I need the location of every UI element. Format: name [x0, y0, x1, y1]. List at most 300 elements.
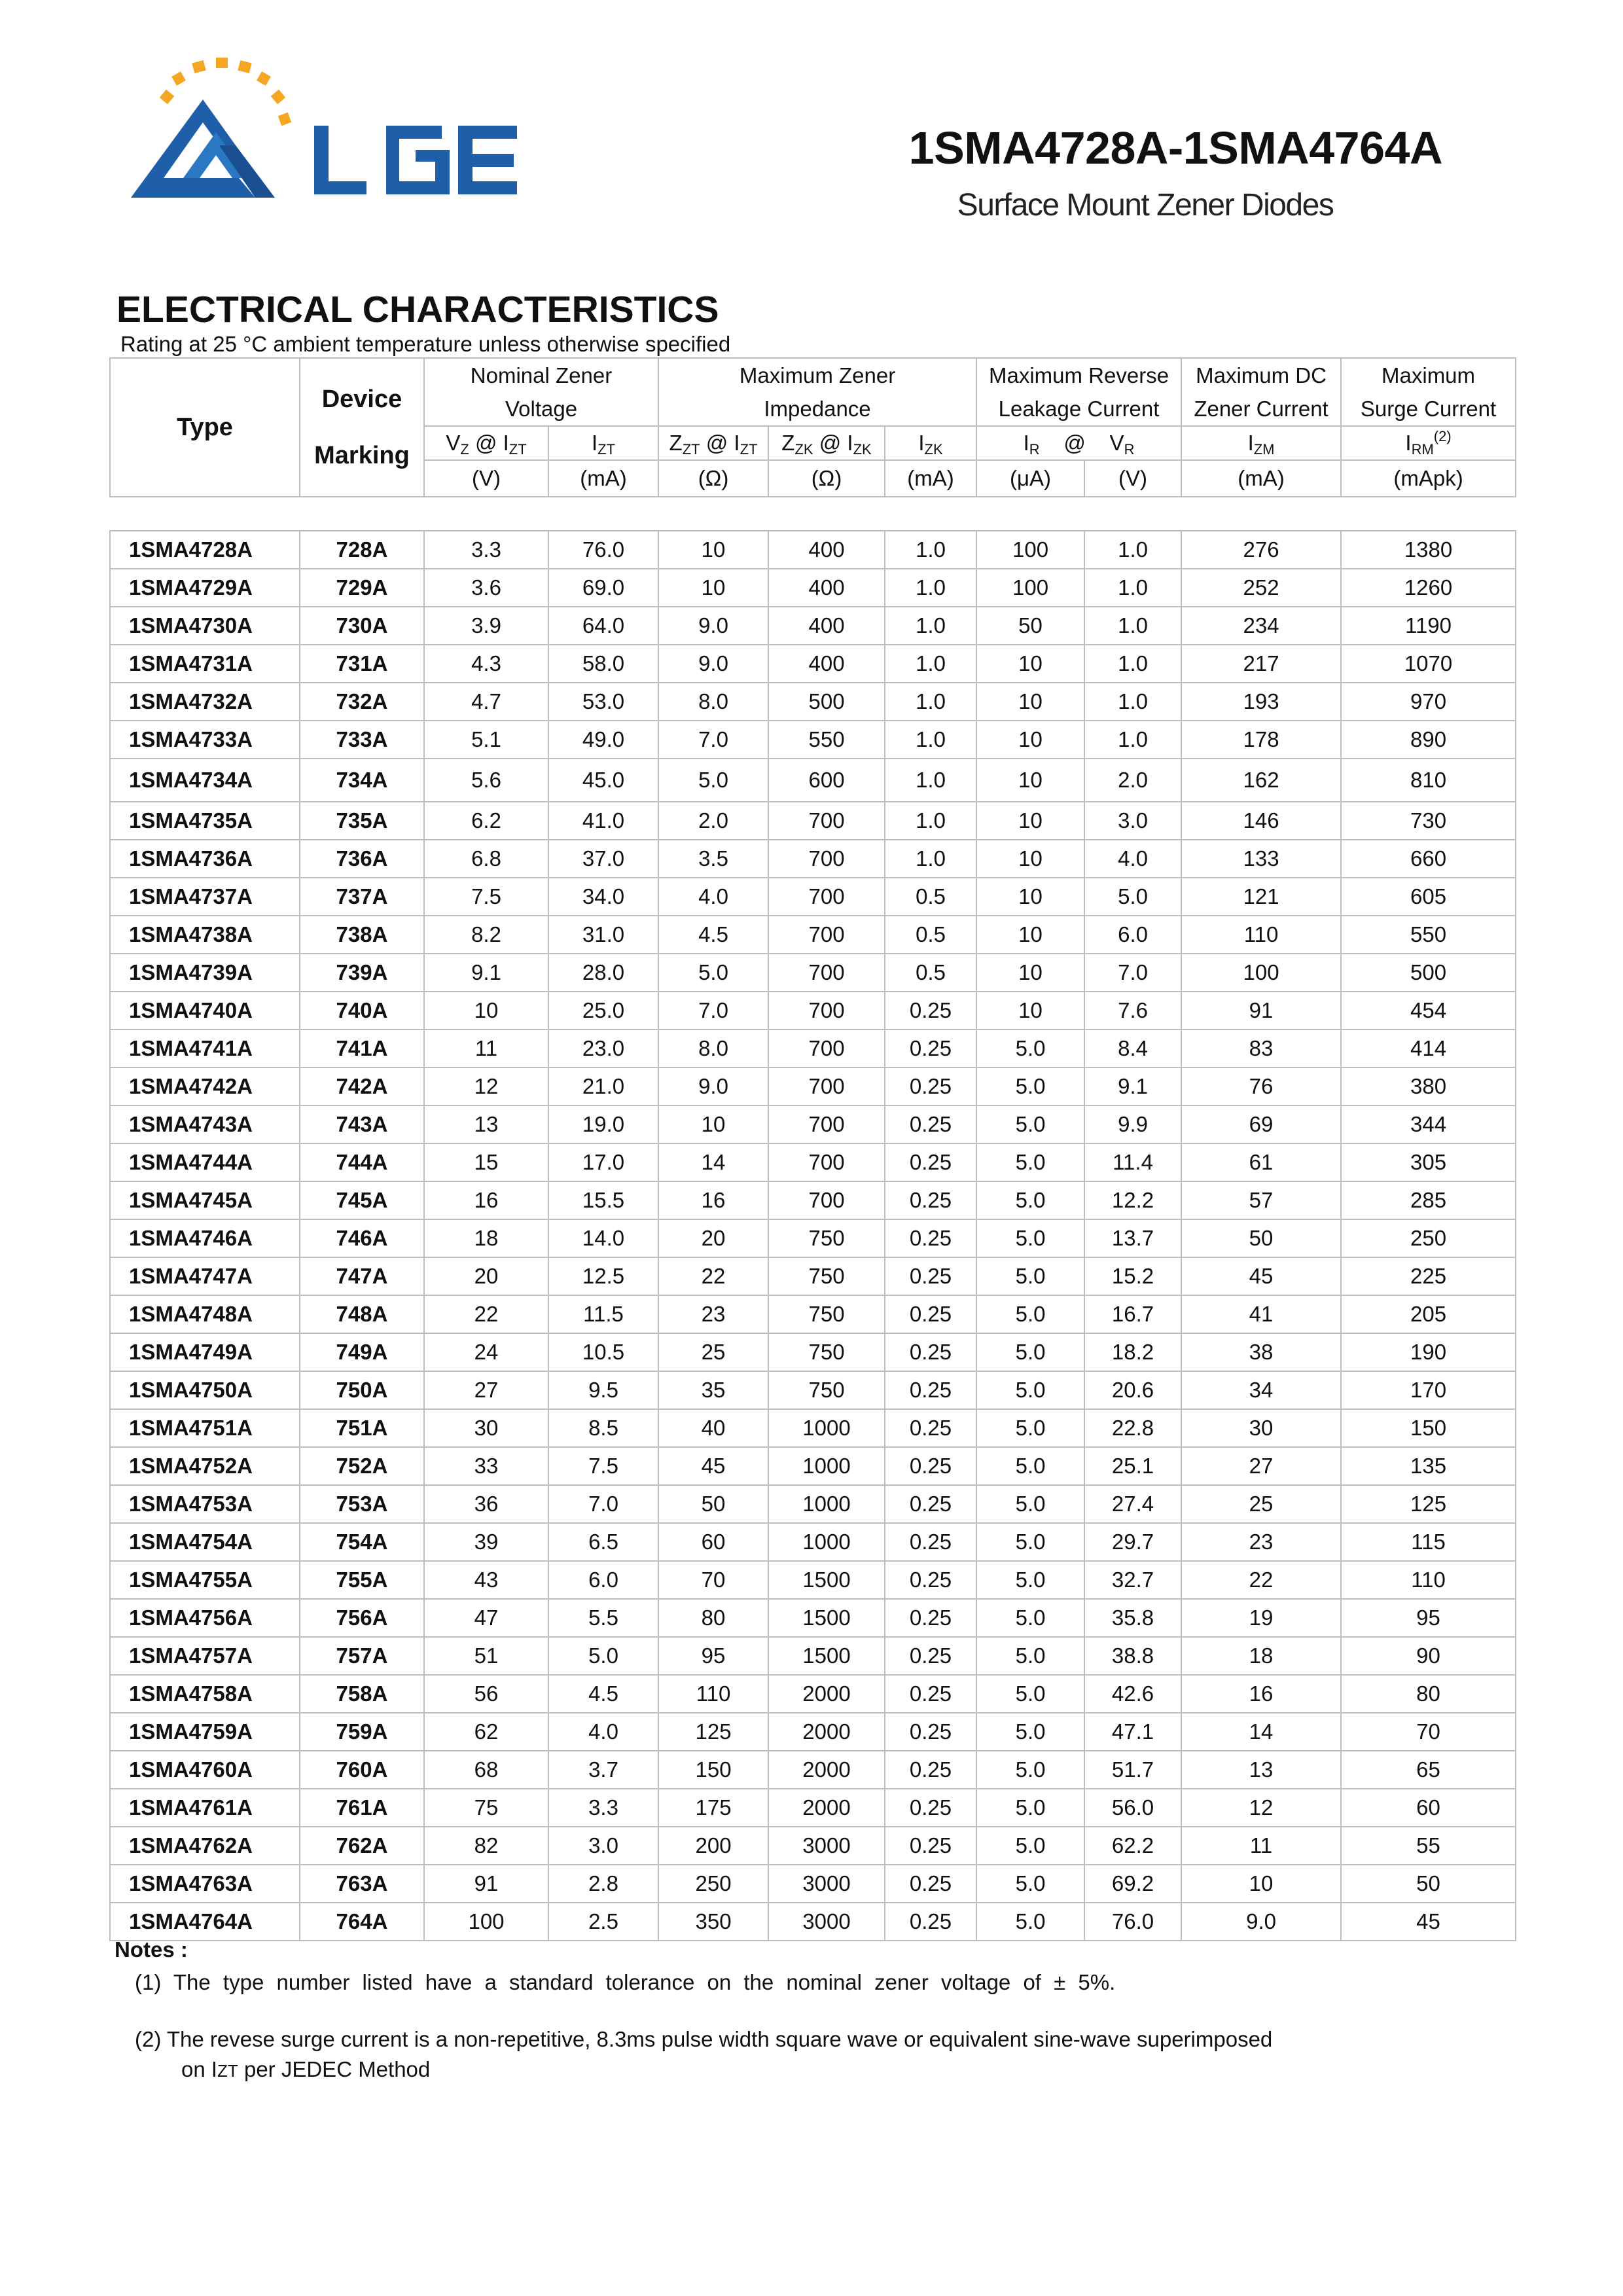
value-cell: 5.0 — [976, 1409, 1084, 1447]
value-cell: 15.2 — [1084, 1257, 1181, 1295]
value-cell: 5.0 — [976, 1295, 1084, 1333]
value-cell: 2000 — [768, 1751, 885, 1789]
table-row — [110, 607, 1516, 645]
header-ir-at-vr: $I_R$ @ $V_R$ — [976, 426, 1181, 460]
header-max-dc-1: Maximum DC — [1181, 358, 1341, 392]
value-cell: 1380 — [1341, 531, 1516, 569]
table-row — [110, 1295, 1516, 1333]
value-cell: 10 — [424, 992, 548, 1030]
value-cell: 1260 — [1341, 569, 1516, 607]
value-cell: 1000 — [768, 1523, 885, 1561]
marking-cell: 745A — [300, 1181, 424, 1219]
value-cell: 5.0 — [1084, 878, 1181, 916]
value-cell: 1.0 — [885, 683, 976, 721]
value-cell: 65 — [1341, 1751, 1516, 1789]
value-cell: 35.8 — [1084, 1599, 1181, 1637]
value-cell: 500 — [768, 683, 885, 721]
value-cell: 5.0 — [976, 1599, 1084, 1637]
type-cell: 1SMA4737A — [110, 878, 300, 916]
value-cell: 175 — [658, 1789, 768, 1827]
value-cell: 20 — [424, 1257, 548, 1295]
value-cell: 13.7 — [1084, 1219, 1181, 1257]
type-cell: 1SMA4752A — [110, 1447, 300, 1485]
value-cell: 10 — [976, 759, 1084, 802]
value-cell: 70 — [658, 1561, 768, 1599]
value-cell: 29.7 — [1084, 1523, 1181, 1561]
value-cell: 8.0 — [658, 1030, 768, 1067]
value-cell: 890 — [1341, 721, 1516, 759]
marking-cell: 750A — [300, 1371, 424, 1409]
table-row — [110, 1219, 1516, 1257]
table-row — [110, 1561, 1516, 1599]
table-row — [110, 1105, 1516, 1143]
table-row — [110, 802, 1516, 840]
table-row — [110, 1637, 1516, 1675]
header-izm: $I_{ZM}$ — [1181, 426, 1341, 460]
value-cell: 5.0 — [976, 1789, 1084, 1827]
value-cell: 22 — [1181, 1561, 1341, 1599]
type-cell: 1SMA4736A — [110, 840, 300, 878]
value-cell: 1.0 — [1084, 531, 1181, 569]
value-cell: 5.0 — [976, 1181, 1084, 1219]
value-cell: 36 — [424, 1485, 548, 1523]
value-cell: 1500 — [768, 1637, 885, 1675]
value-cell: 110 — [1341, 1561, 1516, 1599]
value-cell: 7.0 — [1084, 954, 1181, 992]
value-cell: 700 — [768, 1067, 885, 1105]
table-row — [110, 759, 1516, 802]
marking-cell: 748A — [300, 1295, 424, 1333]
value-cell: 4.0 — [658, 878, 768, 916]
value-cell: 45 — [1181, 1257, 1341, 1295]
value-cell: 0.25 — [885, 1789, 976, 1827]
marking-cell: 756A — [300, 1599, 424, 1637]
value-cell: 7.0 — [548, 1485, 658, 1523]
marking-cell: 741A — [300, 1030, 424, 1067]
value-cell: 0.25 — [885, 1219, 976, 1257]
section-title: ELECTRICAL CHARACTERISTICS — [116, 289, 719, 331]
value-cell: 68 — [424, 1751, 548, 1789]
table-row — [110, 1789, 1516, 1827]
value-cell: 305 — [1341, 1143, 1516, 1181]
value-cell: 700 — [768, 840, 885, 878]
value-cell: 56.0 — [1084, 1789, 1181, 1827]
value-cell: 0.25 — [885, 1561, 976, 1599]
value-cell: 8.2 — [424, 916, 548, 954]
value-cell: 5.0 — [658, 759, 768, 802]
value-cell: 454 — [1341, 992, 1516, 1030]
value-cell: 50 — [1181, 1219, 1341, 1257]
value-cell: 5.0 — [658, 954, 768, 992]
table-row — [110, 1181, 1516, 1219]
value-cell: 14 — [1181, 1713, 1341, 1751]
value-cell: 5.0 — [976, 1067, 1084, 1105]
value-cell: 95 — [1341, 1599, 1516, 1637]
type-cell: 1SMA4749A — [110, 1333, 300, 1371]
type-cell: 1SMA4730A — [110, 607, 300, 645]
value-cell: 25 — [1181, 1485, 1341, 1523]
table-row — [110, 1485, 1516, 1523]
table-row — [110, 992, 1516, 1030]
value-cell: 110 — [658, 1675, 768, 1713]
value-cell: 31.0 — [548, 916, 658, 954]
value-cell: 1.0 — [885, 840, 976, 878]
value-cell: 1000 — [768, 1447, 885, 1485]
value-cell: 970 — [1341, 683, 1516, 721]
value-cell: 3.5 — [658, 840, 768, 878]
table-row — [110, 1599, 1516, 1637]
value-cell: 75 — [424, 1789, 548, 1827]
type-cell: 1SMA4741A — [110, 1030, 300, 1067]
document-subtitle: Surface Mount Zener Diodes — [957, 188, 1334, 223]
value-cell: 83 — [1181, 1030, 1341, 1067]
type-cell: 1SMA4762A — [110, 1827, 300, 1865]
value-cell: 1.0 — [1084, 683, 1181, 721]
value-cell: 380 — [1341, 1067, 1516, 1105]
value-cell: 76.0 — [548, 531, 658, 569]
value-cell: 414 — [1341, 1030, 1516, 1067]
type-cell: 1SMA4748A — [110, 1295, 300, 1333]
unit-vz: (V) — [424, 460, 548, 497]
value-cell: 20 — [658, 1219, 768, 1257]
value-cell: 32.7 — [1084, 1561, 1181, 1599]
value-cell: 45 — [1341, 1903, 1516, 1941]
header-zzk-at-izk: $Z_{ZK}$ @ $I_{ZK}$ — [768, 426, 885, 460]
value-cell: 40 — [658, 1409, 768, 1447]
type-cell: 1SMA4751A — [110, 1409, 300, 1447]
value-cell: 15.5 — [548, 1181, 658, 1219]
value-cell: 62 — [424, 1713, 548, 1751]
table-body — [110, 531, 1516, 1941]
lge-logo — [128, 54, 533, 204]
value-cell: 10 — [976, 840, 1084, 878]
note-2-continuation: on IZT per JEDEC Method — [181, 2057, 431, 2081]
value-cell: 33 — [424, 1447, 548, 1485]
value-cell: 2000 — [768, 1713, 885, 1751]
table-row — [110, 840, 1516, 878]
marking-cell: 738A — [300, 916, 424, 954]
value-cell: 56 — [424, 1675, 548, 1713]
table-row — [110, 683, 1516, 721]
value-cell: 5.0 — [976, 1371, 1084, 1409]
type-cell: 1SMA4761A — [110, 1789, 300, 1827]
value-cell: 62.2 — [1084, 1827, 1181, 1865]
value-cell: 10 — [658, 569, 768, 607]
value-cell: 16.7 — [1084, 1295, 1181, 1333]
value-cell: 1.0 — [885, 569, 976, 607]
header-max-reverse-1: Maximum Reverse — [976, 358, 1181, 392]
value-cell: 0.25 — [885, 1865, 976, 1903]
value-cell: 4.5 — [548, 1675, 658, 1713]
value-cell: 0.25 — [885, 1371, 976, 1409]
value-cell: 252 — [1181, 569, 1341, 607]
value-cell: 9.0 — [658, 645, 768, 683]
value-cell: 178 — [1181, 721, 1341, 759]
value-cell: 115 — [1341, 1523, 1516, 1561]
type-cell: 1SMA4750A — [110, 1371, 300, 1409]
value-cell: 17.0 — [548, 1143, 658, 1181]
type-cell: 1SMA4753A — [110, 1485, 300, 1523]
value-cell: 8.5 — [548, 1409, 658, 1447]
value-cell: 5.0 — [976, 1751, 1084, 1789]
value-cell: 0.25 — [885, 1181, 976, 1219]
value-cell: 0.25 — [885, 1485, 976, 1523]
table-row — [110, 1523, 1516, 1561]
type-cell: 1SMA4747A — [110, 1257, 300, 1295]
value-cell: 1.0 — [1084, 569, 1181, 607]
value-cell: 11 — [424, 1030, 548, 1067]
table-row — [110, 1675, 1516, 1713]
value-cell: 18 — [424, 1219, 548, 1257]
table-row — [110, 1903, 1516, 1941]
value-cell: 0.25 — [885, 1105, 976, 1143]
value-cell: 43 — [424, 1561, 548, 1599]
value-cell: 1.0 — [885, 645, 976, 683]
value-cell: 4.3 — [424, 645, 548, 683]
type-cell: 1SMA4728A — [110, 531, 300, 569]
value-cell: 100 — [424, 1903, 548, 1941]
value-cell: 38.8 — [1084, 1637, 1181, 1675]
value-cell: 200 — [658, 1827, 768, 1865]
value-cell: 1.0 — [1084, 645, 1181, 683]
value-cell: 10 — [976, 802, 1084, 840]
rating-note: Rating at 25 °C ambient temperature unless otherwise specified — [120, 332, 731, 356]
type-cell: 1SMA4756A — [110, 1599, 300, 1637]
value-cell: 125 — [1341, 1485, 1516, 1523]
value-cell: 500 — [1341, 954, 1516, 992]
header-irm: $I_{RM}^{(2)}$ — [1341, 426, 1516, 460]
value-cell: 4.0 — [548, 1713, 658, 1751]
value-cell: 0.25 — [885, 1751, 976, 1789]
type-cell: 1SMA4733A — [110, 721, 300, 759]
value-cell: 700 — [768, 992, 885, 1030]
value-cell: 4.0 — [1084, 840, 1181, 878]
value-cell: 5.0 — [976, 1105, 1084, 1143]
value-cell: 2000 — [768, 1789, 885, 1827]
unit-zzt: (Ω) — [658, 460, 768, 497]
value-cell: 53.0 — [548, 683, 658, 721]
value-cell: 400 — [768, 531, 885, 569]
type-cell: 1SMA4731A — [110, 645, 300, 683]
value-cell: 5.5 — [548, 1599, 658, 1637]
value-cell: 69 — [1181, 1105, 1341, 1143]
value-cell: 12.5 — [548, 1257, 658, 1295]
value-cell: 11.4 — [1084, 1143, 1181, 1181]
value-cell: 45 — [658, 1447, 768, 1485]
value-cell: 22 — [424, 1295, 548, 1333]
value-cell: 7.6 — [1084, 992, 1181, 1030]
marking-cell: 761A — [300, 1789, 424, 1827]
table-row — [110, 1447, 1516, 1485]
value-cell: 0.25 — [885, 1713, 976, 1751]
value-cell: 58.0 — [548, 645, 658, 683]
type-cell: 1SMA4729A — [110, 569, 300, 607]
table-row — [110, 1257, 1516, 1295]
marking-cell: 764A — [300, 1903, 424, 1941]
value-cell: 47 — [424, 1599, 548, 1637]
marking-cell: 753A — [300, 1485, 424, 1523]
header-zzt-at-izt: $Z_{ZT}$ @ $I_{ZT}$ — [658, 426, 768, 460]
value-cell: 27.4 — [1084, 1485, 1181, 1523]
value-cell: 2.0 — [658, 802, 768, 840]
value-cell: 0.5 — [885, 954, 976, 992]
value-cell: 69.0 — [548, 569, 658, 607]
value-cell: 0.25 — [885, 1067, 976, 1105]
value-cell: 24 — [424, 1333, 548, 1371]
value-cell: 64.0 — [548, 607, 658, 645]
value-cell: 45.0 — [548, 759, 658, 802]
value-cell: 217 — [1181, 645, 1341, 683]
table-row — [110, 1333, 1516, 1371]
type-cell: 1SMA4745A — [110, 1181, 300, 1219]
value-cell: 9.0 — [1181, 1903, 1341, 1941]
type-cell: 1SMA4758A — [110, 1675, 300, 1713]
table-row — [110, 1751, 1516, 1789]
value-cell: 0.25 — [885, 1030, 976, 1067]
value-cell: 28.0 — [548, 954, 658, 992]
value-cell: 2.8 — [548, 1865, 658, 1903]
value-cell: 57 — [1181, 1181, 1341, 1219]
value-cell: 3.3 — [424, 531, 548, 569]
value-cell: 37.0 — [548, 840, 658, 878]
unit-izt: (mA) — [548, 460, 658, 497]
value-cell: 7.5 — [548, 1447, 658, 1485]
value-cell: 5.0 — [976, 1523, 1084, 1561]
value-cell: 23 — [1181, 1523, 1341, 1561]
value-cell: 25.0 — [548, 992, 658, 1030]
value-cell: 0.25 — [885, 1257, 976, 1295]
header-max-surge-2: Surge Current — [1341, 392, 1516, 426]
value-cell: 9.0 — [658, 607, 768, 645]
value-cell: 19 — [1181, 1599, 1341, 1637]
value-cell: 22.8 — [1084, 1409, 1181, 1447]
marking-cell: 728A — [300, 531, 424, 569]
marking-cell: 760A — [300, 1751, 424, 1789]
type-cell: 1SMA4734A — [110, 759, 300, 802]
value-cell: 91 — [1181, 992, 1341, 1030]
value-cell: 1500 — [768, 1561, 885, 1599]
value-cell: 550 — [1341, 916, 1516, 954]
header-max-zener-imp-1: Maximum Zener — [658, 358, 976, 392]
value-cell: 5.0 — [976, 1257, 1084, 1295]
value-cell: 700 — [768, 916, 885, 954]
unit-irm: (mApk) — [1341, 460, 1516, 497]
type-cell: 1SMA4746A — [110, 1219, 300, 1257]
value-cell: 80 — [1341, 1675, 1516, 1713]
value-cell: 12 — [424, 1067, 548, 1105]
value-cell: 95 — [658, 1637, 768, 1675]
value-cell: 225 — [1341, 1257, 1516, 1295]
table-row — [110, 645, 1516, 683]
type-cell: 1SMA4738A — [110, 916, 300, 954]
value-cell: 27 — [1181, 1447, 1341, 1485]
value-cell: 35 — [658, 1371, 768, 1409]
value-cell: 5.0 — [548, 1637, 658, 1675]
value-cell: 5.0 — [976, 1030, 1084, 1067]
value-cell: 276 — [1181, 531, 1341, 569]
value-cell: 55 — [1341, 1827, 1516, 1865]
value-cell: 10 — [976, 645, 1084, 683]
value-cell: 700 — [768, 802, 885, 840]
value-cell: 3.0 — [548, 1827, 658, 1865]
value-cell: 2000 — [768, 1675, 885, 1713]
value-cell: 10 — [976, 683, 1084, 721]
value-cell: 5.0 — [976, 1333, 1084, 1371]
value-cell: 0.5 — [885, 916, 976, 954]
value-cell: 3.9 — [424, 607, 548, 645]
value-cell: 605 — [1341, 878, 1516, 916]
value-cell: 5.0 — [976, 1827, 1084, 1865]
value-cell: 5.0 — [976, 1447, 1084, 1485]
value-cell: 41.0 — [548, 802, 658, 840]
value-cell: 5.0 — [976, 1713, 1084, 1751]
value-cell: 150 — [658, 1751, 768, 1789]
unit-izm: (mA) — [1181, 460, 1341, 497]
marking-cell: 747A — [300, 1257, 424, 1295]
value-cell: 193 — [1181, 683, 1341, 721]
value-cell: 30 — [424, 1409, 548, 1447]
table-row — [110, 721, 1516, 759]
value-cell: 7.0 — [658, 721, 768, 759]
value-cell: 10 — [976, 992, 1084, 1030]
unit-izk: (mA) — [885, 460, 976, 497]
value-cell: 76.0 — [1084, 1903, 1181, 1941]
value-cell: 82 — [424, 1827, 548, 1865]
header-nominal-zener-2: Voltage — [424, 392, 658, 426]
marking-cell: 736A — [300, 840, 424, 878]
value-cell: 3000 — [768, 1827, 885, 1865]
table-row — [110, 569, 1516, 607]
value-cell: 750 — [768, 1257, 885, 1295]
header-vz-at-izt: $V_Z$ @ $I_{ZT}$ — [424, 426, 548, 460]
value-cell: 121 — [1181, 878, 1341, 916]
value-cell: 750 — [768, 1333, 885, 1371]
value-cell: 135 — [1341, 1447, 1516, 1485]
value-cell: 6.2 — [424, 802, 548, 840]
value-cell: 25 — [658, 1333, 768, 1371]
marking-cell: 737A — [300, 878, 424, 916]
value-cell: 5.0 — [976, 1637, 1084, 1675]
marking-cell: 755A — [300, 1561, 424, 1599]
value-cell: 146 — [1181, 802, 1341, 840]
value-cell: 250 — [1341, 1219, 1516, 1257]
marking-cell: 735A — [300, 802, 424, 840]
value-cell: 1070 — [1341, 645, 1516, 683]
value-cell: 23.0 — [548, 1030, 658, 1067]
marking-cell: 762A — [300, 1827, 424, 1865]
value-cell: 27 — [424, 1371, 548, 1409]
unit-zzk: (Ω) — [768, 460, 885, 497]
value-cell: 7.0 — [658, 992, 768, 1030]
type-cell: 1SMA4742A — [110, 1067, 300, 1105]
value-cell: 4.7 — [424, 683, 548, 721]
value-cell: 400 — [768, 645, 885, 683]
value-cell: 1.0 — [1084, 607, 1181, 645]
value-cell: 100 — [1181, 954, 1341, 992]
type-cell: 1SMA4754A — [110, 1523, 300, 1561]
marking-cell: 743A — [300, 1105, 424, 1143]
marking-cell: 731A — [300, 645, 424, 683]
header-izt: $I_{ZT}$ — [548, 426, 658, 460]
value-cell: 69.2 — [1084, 1865, 1181, 1903]
value-cell: 0.25 — [885, 1827, 976, 1865]
value-cell: 162 — [1181, 759, 1341, 802]
value-cell: 205 — [1341, 1295, 1516, 1333]
value-cell: 0.25 — [885, 1903, 976, 1941]
value-cell: 5.0 — [976, 1675, 1084, 1713]
value-cell: 21.0 — [548, 1067, 658, 1105]
value-cell: 49.0 — [548, 721, 658, 759]
